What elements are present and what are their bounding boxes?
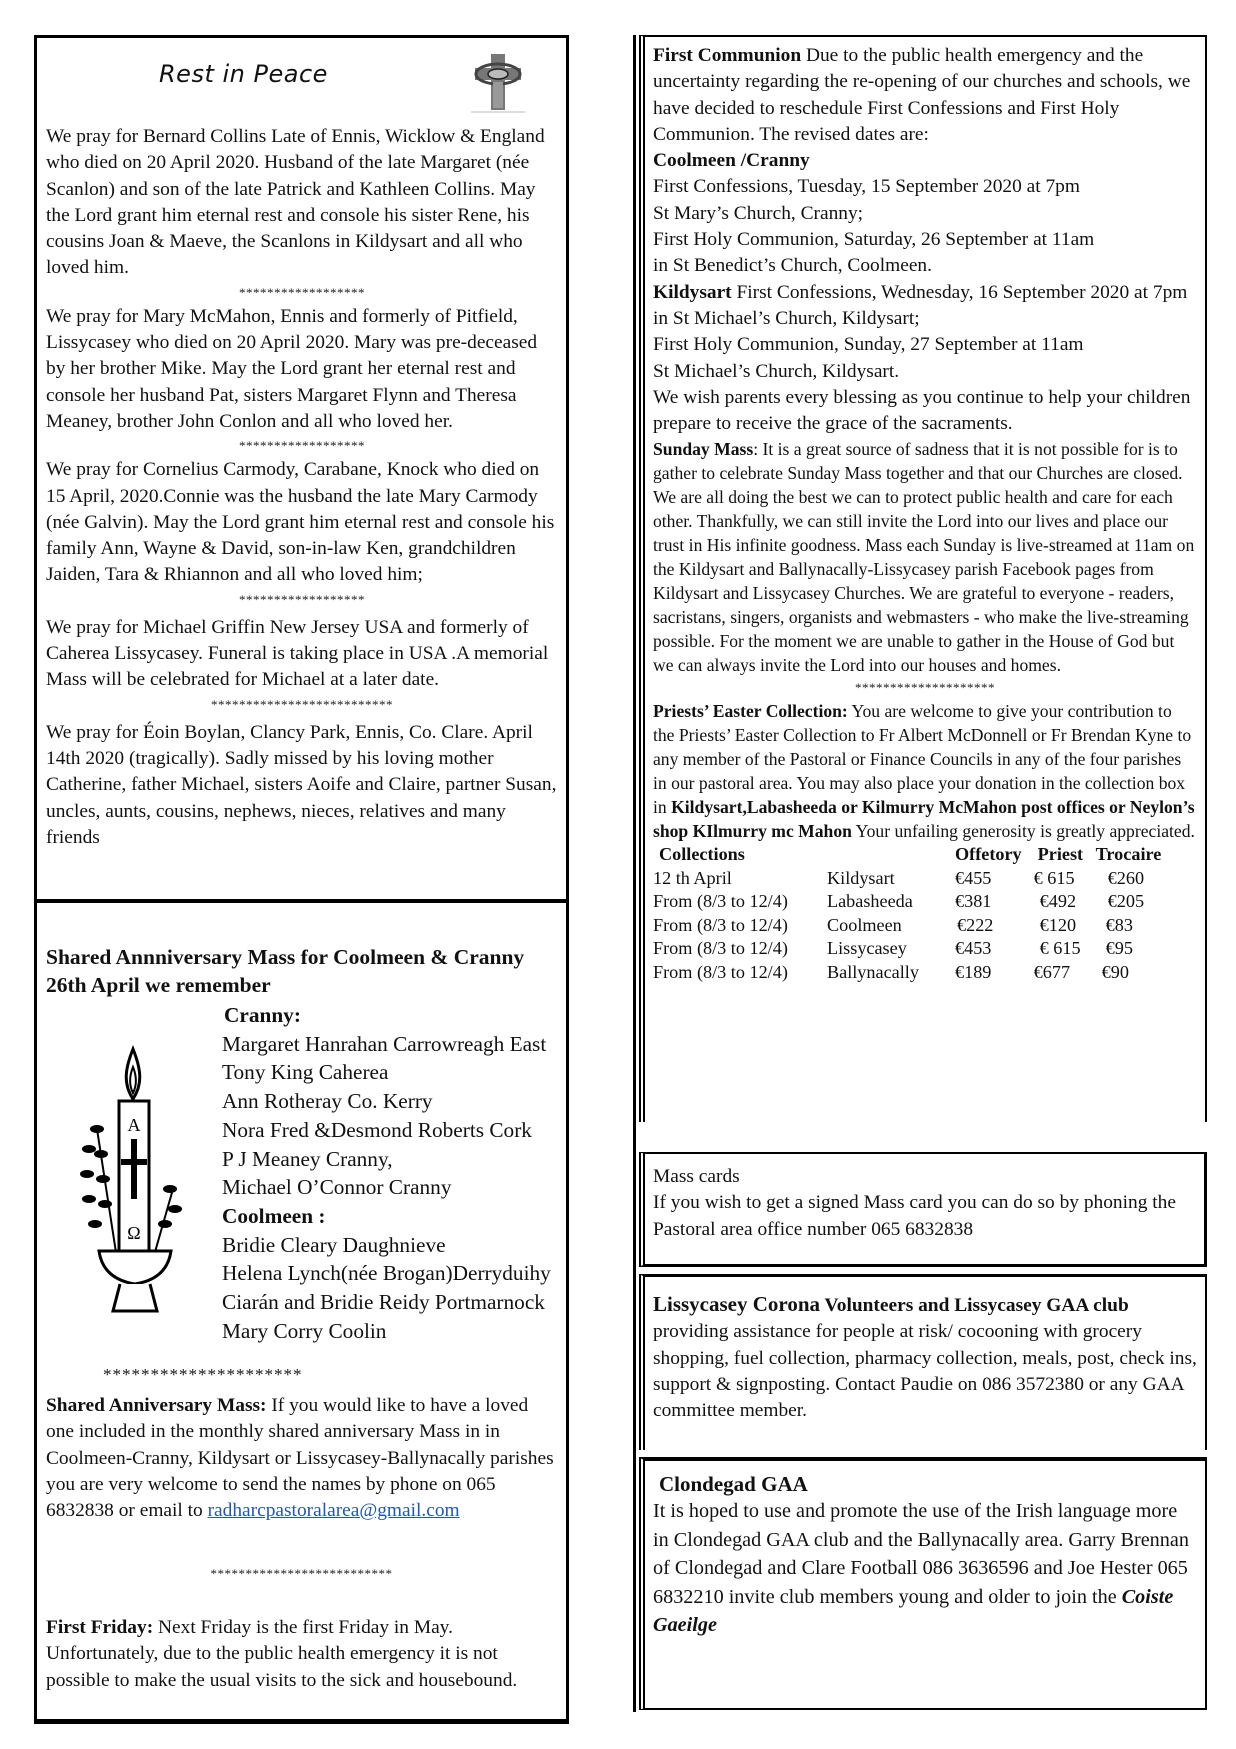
corona-volunteers-section [639,1274,1207,1450]
cell-offertory: €189 [955,961,992,982]
priests-easter-text: You are welcome to give your contribution to the Priests’ Easter Collection to Fr Albert McDonnell or Fr Brendan Kyne to any member of the Pastoral or Finance Councils in any of the four parishes in our pastoral area. You may also place your donation in the collection box in [653,701,1192,818]
coolmeen-cranny-label: Coolmeen /Cranny [653,150,810,172]
name-item: Bridie Cleary Daughnieve [222,1232,446,1257]
schedule-line: First Holy Communion, Saturday, 26 September at 11am [653,229,1095,251]
name-item: Ciarán and Bridie Reidy Portmarnock [222,1290,545,1315]
schedule-line: St Michael’s Church, Kildysart. [653,360,900,382]
separator: ********************* [103,1365,303,1384]
separator: ************************** [211,696,393,712]
priests-easter-places: Kildysart,Labasheeda or Kilmurry McMahon post offices or Neylon’s shop KIlmurry mc Mahon [653,797,1195,842]
corona-label2: Volunteers and Lissycasey GAA club [820,1295,1129,1316]
cell-trocaire: €260 [1107,867,1145,888]
celtic-cross-icon [467,52,529,114]
first-communion-label: First Communion [653,45,802,66]
table-row [653,937,1178,961]
separator: ******************** [855,680,995,696]
cell-parish: Labasheeda [827,891,913,912]
clondegad-text: It is hoped to use and promote the use of the Irish language more in Clondegad GAA club and the Ballynacally area. Garry Brennan of Clondegad and Clare Football 086 3636596 and Joe Hester 065 6832210 invite club members young and older to join the [653,1500,1189,1608]
col-header: Offetory [955,844,1022,865]
priests-easter-notice [653,699,1197,843]
separator: ************************** [210,1566,393,1581]
cell-date: From (8/3 to 12/4) [653,914,788,935]
col-header: Trocaire [1095,844,1162,865]
sunday-mass-text: : It is a great source of sadness that it is not possible for is to gather to celebrate Sunday Mass together and that our Churches are closed. We are all doing the best we can to protect public health and care for each other. Thankfully, we can still invite the Lord into our lives and place our trust in His infinite goodness. Mass each Sunday is live-streamed at 11am on the Kildysart and Ballynacally-Lissycasey parish Facebook pages from Kildysart and Lissycasey Churches. We are grateful to everyone - readers, sacristans, singers, organists and webmasters - who make the live-streaming possible. For the moment we are unable to gather in the House of God but we can always invite the Lord into our houses and homes. [653,439,1195,676]
cell-date: From (8/3 to 12/4) [653,961,788,982]
col-header [827,843,955,867]
column-divider [633,35,636,1712]
anniversary-heading [46,943,524,999]
first-communion-intro: Due to the public health emergency and the uncertainty regarding the re-opening of our churches and schools, we have decided to reschedule First Confessions and First Holy Communion. The revised dates are: [653,45,1191,145]
anniversary-names [222,1001,551,1345]
obituary-entry: We pray for Michael Griffin New Jersey USA and formerly of Caherea Lissycasey. Funeral is taking place in USA .A memorial Mass will be celebrated for Michael at a later date. [46,616,549,691]
svg-text:A: A [127,1115,141,1135]
schedule-line: First Holy Communion, Sunday, 27 September at 11am [653,334,1084,356]
cell-parish: Coolmeen [827,914,902,935]
table-row [653,961,1178,985]
col-header: Priest [1037,844,1084,865]
clondegad-gaa-section [639,1457,1207,1710]
cell-trocaire: €95 [1105,938,1133,959]
cell-priest: €677 [1033,961,1071,982]
obituary-entry: We pray for Bernard Collins Late of Ennis, Wicklow & England who died on 20 April 2020. Husband of the late Margaret (née Scanlon) and son of the late Patrick and Kathleen Collins. May the Lord grant him eternal rest and console his sister Rene, his cousins Joan & Maeve, the Scanlons in Kildysart and all who loved him. [46,126,545,279]
cell-trocaire: €205 [1107,891,1145,912]
table-row [653,914,1178,938]
email-link[interactable]: radharcpastoralarea@gmail.com [207,1500,460,1522]
name-item: Nora Fred &Desmond Roberts Cork [222,1117,532,1142]
table-row [653,890,1178,914]
name-item: Mary Corry Coolin [222,1318,387,1343]
mass-cards-section [639,1152,1207,1267]
cell-parish: Lissycasey [827,938,907,959]
name-item: Margaret Hanrahan Carrowreagh East [222,1031,547,1056]
collections-table [653,843,1178,984]
cell-trocaire: €83 [1105,914,1133,935]
shared-anniversary-label: Shared Anniversary Mass: [46,1395,267,1416]
coiste-gaeilge: Coiste Gaeilge [653,1585,1174,1637]
cell-date: From (8/3 to 12/4) [653,938,788,959]
rest-in-peace-title: Rest in Peace [159,60,328,88]
cell-priest: €492 [1039,891,1077,912]
cell-parish: Ballynacally [827,961,919,982]
first-communion-section [639,35,1207,1122]
kildysart-text: First Confessions, Wednesday, 16 September 2020 at 7pm in St Michael’s Church, Kildysart; [653,281,1188,329]
cell-priest: € 615 [1039,938,1081,959]
cell-date: 12 th April [653,867,732,888]
separator: ****************** [239,284,365,300]
svg-text:Ω: Ω [127,1223,141,1243]
group-label-coolmeen: Coolmeen : [222,1203,326,1228]
first-communion-closing: We wish parents every blessing as you continue to help your children prepare to receive the grace of the sacraments. [653,386,1191,435]
cell-parish: Kildysart [827,867,895,888]
clondegad-title: Clondegad GAA [659,1472,808,1496]
name-item: Ann Rotheray Co. Kerry [222,1089,433,1114]
col-header: Collections [659,844,745,865]
cell-offertory: €222 [957,914,994,935]
schedule-line: First Confessions, Tuesday, 15 September 2020 at 7pm [653,176,1080,198]
paschal-candle-icon [75,1039,195,1319]
name-item: Helena Lynch(née Brogan)Derryduihy [222,1261,551,1286]
name-item: P J Meaney Cranny, [222,1146,393,1171]
kildysart-label: Kildysart [653,281,732,303]
first-friday-label: First Friday: [46,1617,154,1638]
first-friday-notice [46,1615,556,1694]
cell-priest: €120 [1039,914,1077,935]
cell-offertory: €381 [955,891,992,912]
obituary-entry: We pray for Éoin Boylan, Clancy Park, Ennis, Co. Clare. April 14th 2020 (tragically). Sadly missed by his loving mother Catherine, father Michael, sisters Aoife and Claire, partner Susan, uncles, aunts, cousins, nephews, nieces, relatives and many friends [46,721,557,848]
corona-text: providing assistance for people at risk/ cocooning with grocery shopping, fuel collection, pharmacy collection, meals, post, check ins, support & signposting. Contact Paudie on 086 3572380 or any GAA committee member. [653,1321,1197,1422]
obituary-entry: We pray for Cornelius Carmody, Carabane, Knock who died on 15 April, 2020.Connie was the husband the late Mary Carmody (née Galvin). May the Lord grant him eternal rest and console his family Ann, Wayne & David, son-in-law Ken, grandchildren Jaiden, Tara & Rhiannon and all who loved him; [46,459,555,586]
anniversary-heading-line2: 26th April we remember [46,973,271,997]
rest-in-peace-section [34,35,569,901]
cell-priest: € 615 [1033,867,1075,888]
separator: ****************** [239,438,365,454]
mass-cards-text: If you wish to get a signed Mass card you can do so by phoning the Pastoral area office number 065 6832838 [653,1192,1176,1240]
cell-date: From (8/3 to 12/4) [653,891,788,912]
sunday-mass-notice [653,437,1197,677]
name-item: Tony King Caherea [222,1060,389,1085]
mass-cards-title: Mass cards [653,1166,740,1187]
priests-easter-closing: Your unfailing generosity is greatly appreciated. [851,821,1195,842]
sunday-mass-label: Sunday Mass [653,439,754,460]
cell-offertory: €453 [955,938,992,959]
table-row [653,867,1178,891]
cell-trocaire: €90 [1101,961,1129,982]
shared-anniversary-notice [46,1393,556,1524]
name-item: Michael O’Connor Cranny [222,1175,452,1200]
table-header-row [653,843,1178,867]
group-label-cranny: Cranny: [224,1003,301,1027]
corona-label: Lissycasey Corona [653,1292,821,1316]
schedule-line: in St Benedict’s Church, Coolmeen. [653,255,932,277]
obituary-entry: We pray for Mary McMahon, Ennis and formerly of Pitfield, Lissycasey who died on 20 April 2020. Mary was pre-deceased by her brother Mike. May the Lord grant her eternal rest and console her husband Pat, sisters Margaret Flynn and Theresa Meaney, brother John Conlon and all who loved her. [46,305,538,432]
cell-offertory: €455 [955,867,992,888]
separator: ****************** [239,591,365,607]
schedule-line: St Mary’s Church, Cranny; [653,202,864,224]
anniversary-heading-line1: Shared Annniversary Mass for Coolmeen & Cranny [46,945,525,969]
first-friday-text: Next Friday is the first Friday in May. Unfortunately, due to the public health emergency it is not possible to make the usual visits to the sick and housebound. [46,1617,518,1691]
priests-easter-label: Priests’ Easter Collection: [653,701,848,722]
shared-anniversary-section [34,901,569,1724]
shared-anniversary-text: If you would like to have a loved one included in the monthly shared anniversary Mass in in Coolmeen-Cranny, Kildysart or Lissycasey-Ballynacally parishes you are very welcome to send the names by phone on 065 6832838 or email to [46,1395,554,1522]
